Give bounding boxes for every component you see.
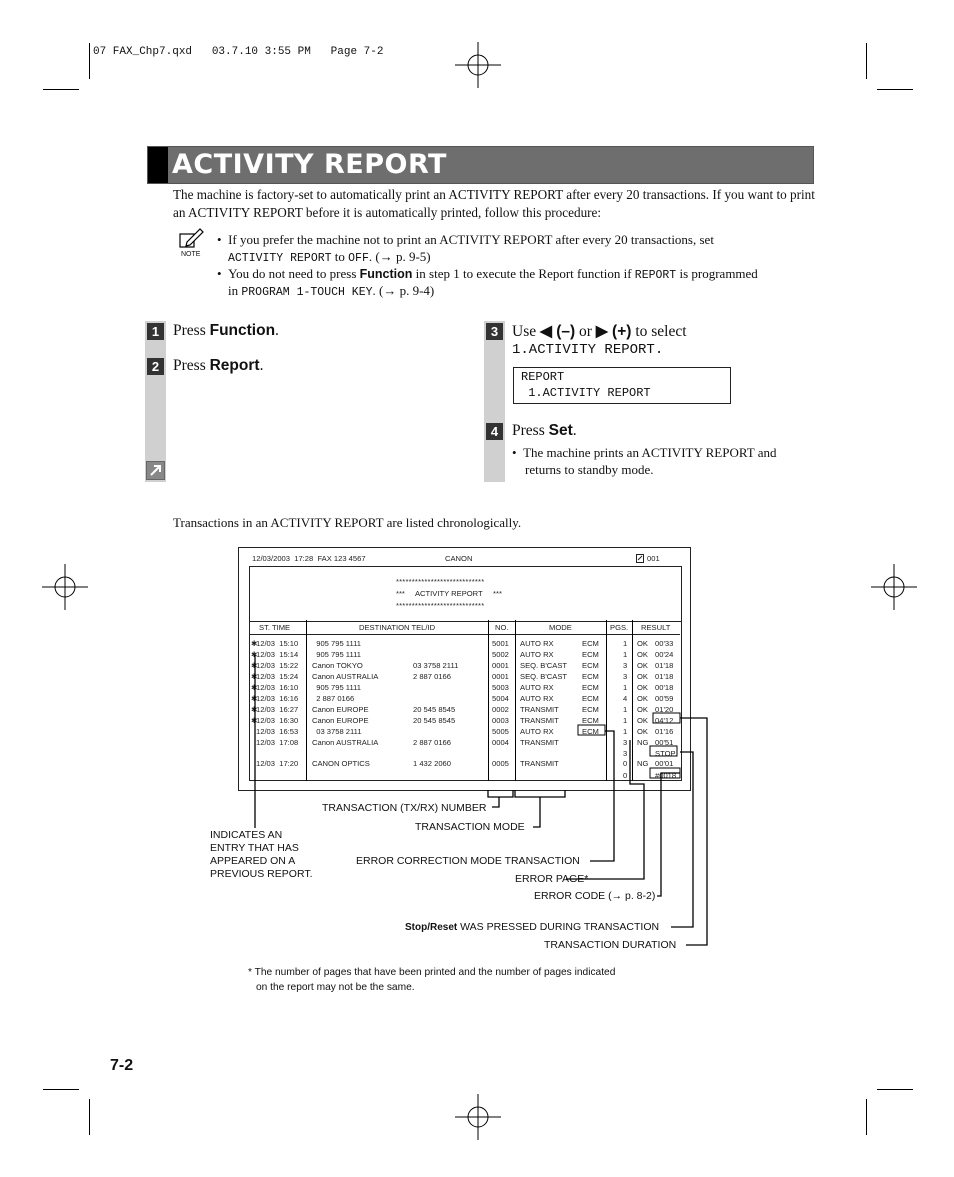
- callout-error-code: ERROR CODE (→ p. 8-2): [534, 890, 656, 902]
- step-3-menu-item: 1.ACTIVITY REPORT.: [512, 342, 664, 358]
- row-mode: TRANSMIT: [520, 738, 559, 747]
- row-ecm: ECM: [582, 694, 599, 703]
- row-mode: AUTO RX: [520, 650, 554, 659]
- row-pages: 1: [623, 727, 628, 736]
- row-number: 5005: [492, 727, 509, 736]
- step-4-bullet: • The machine prints an ACTIVITY REPORT and: [512, 445, 777, 460]
- callout-transaction-mode: TRANSACTION MODE: [415, 821, 525, 833]
- lcd-line-2: 1.ACTIVITY REPORT: [521, 386, 651, 400]
- row-st-time: 12/03 16:10: [256, 683, 299, 692]
- row-duration: 00'01: [655, 759, 674, 768]
- step-1-text: Press Function.: [173, 322, 279, 339]
- row-mode: AUTO RX: [520, 639, 554, 648]
- intro-paragraph: The machine is factory-set to automatically print an ACTIVITY REPORT after every 20 transactions. If you want to print an ACTIVITY REPORT before it is automatically printed, follow this procedure:: [173, 187, 815, 220]
- callout-txrx-number: TRANSACTION (TX/RX) NUMBER: [322, 802, 487, 814]
- row-result: OK: [637, 639, 648, 648]
- row-duration: 00'33: [655, 639, 674, 648]
- row-pages: 4: [623, 694, 628, 703]
- note-bullet-2: • You do not need to press Function in step 1 to execute the Report function if REPORT is programmed: [217, 266, 758, 282]
- row-ecm: ECM: [582, 650, 599, 659]
- row-st-time: 12/03 15:24: [256, 672, 299, 681]
- row-destination: 905 795 1111: [312, 683, 361, 692]
- row-st-time: 12/03 16:16: [256, 694, 299, 703]
- row-pages: 3: [623, 749, 628, 758]
- row-mode: SEQ. B'CAST: [520, 672, 568, 681]
- note-label: NOTE: [181, 251, 201, 258]
- row-ecm: ECM: [582, 705, 599, 714]
- row-previous-mark: ✱: [251, 705, 258, 714]
- report-stars-bottom: ****************************: [396, 601, 485, 610]
- row-destination: 905 795 1111: [312, 650, 361, 659]
- row-previous-mark: ✱: [251, 661, 258, 670]
- row-mode: AUTO RX: [520, 683, 554, 692]
- row-ecm: ECM: [582, 727, 599, 736]
- step-3-text: Use ◀ (–) or ▶ (+) to select: [512, 323, 687, 340]
- row-destination: CANON OPTICS: [312, 759, 370, 768]
- note-bullet-1: • If you prefer the machine not to print an ACTIVITY REPORT after every 20 transactions, set: [217, 232, 714, 247]
- row-number: 5002: [492, 650, 509, 659]
- row-pages: 1: [623, 716, 628, 725]
- row-previous-mark: ✱: [251, 683, 258, 692]
- col-header-destination: DESTINATION TEL/ID: [359, 623, 436, 632]
- row-st-time: 12/03 16:53: [256, 727, 299, 736]
- row-pages: 3: [623, 672, 628, 681]
- row-result: NG: [637, 759, 649, 768]
- row-duration: STOP: [655, 749, 676, 758]
- col-header-mode: MODE: [549, 623, 572, 632]
- row-number: 5003: [492, 683, 509, 692]
- row-tel: 20 545 8545: [413, 705, 456, 714]
- chronological-note: Transactions in an ACTIVITY REPORT are listed chronologically.: [173, 515, 522, 530]
- step-4-number: 4: [486, 423, 503, 440]
- row-pages: 3: [623, 661, 628, 670]
- row-duration: 01'18: [655, 661, 674, 670]
- row-tel: 1 432 2060: [413, 759, 452, 768]
- report-header-right: 001: [647, 554, 660, 563]
- step-2-number: 2: [147, 358, 164, 375]
- row-result: OK: [637, 705, 648, 714]
- row-previous-mark: ✱: [251, 694, 258, 703]
- row-number: 0004: [492, 738, 509, 747]
- row-pages: 1: [623, 650, 628, 659]
- report-title: *** ACTIVITY REPORT ***: [396, 589, 502, 598]
- row-tel: 20 545 8545: [413, 716, 456, 725]
- row-previous-mark: ✱: [251, 639, 258, 648]
- row-previous-mark: ✱: [251, 716, 258, 725]
- row-result: OK: [637, 661, 648, 670]
- row-pages: 1: [623, 683, 628, 692]
- row-duration: 00'24: [655, 650, 674, 659]
- row-mode: TRANSMIT: [520, 705, 559, 714]
- row-destination: 03 3758 2111: [312, 727, 362, 736]
- row-duration: 00'59: [655, 694, 674, 703]
- row-tel: 03 3758 2111: [413, 661, 459, 670]
- col-header-result: RESULT: [641, 623, 671, 632]
- row-st-time: 12/03 16:30: [256, 716, 299, 725]
- row-ecm: ECM: [582, 683, 599, 692]
- row-pages: 1: [623, 639, 628, 648]
- row-result: OK: [637, 683, 648, 692]
- row-mode: AUTO RX: [520, 694, 554, 703]
- row-duration: 01'20: [655, 705, 674, 714]
- report-header-center: CANON: [445, 554, 473, 563]
- row-tel: 2 887 0166: [413, 672, 452, 681]
- report-stars-top: ****************************: [396, 577, 485, 586]
- row-number: 0001: [492, 661, 509, 670]
- report-header-left: 12/03/2003 17:28 FAX 123 4567: [252, 554, 366, 563]
- page-number: 7-2: [110, 1057, 134, 1074]
- row-st-time: 12/03 17:20: [256, 759, 299, 768]
- row-result: NG: [637, 738, 649, 747]
- row-duration: 01'16: [655, 727, 674, 736]
- step-2-text: Press Report.: [173, 357, 264, 374]
- row-st-time: 12/03 16:27: [256, 705, 299, 714]
- row-duration: 00'51: [655, 738, 674, 747]
- row-mode: AUTO RX: [520, 727, 554, 736]
- row-previous-mark: ✱: [251, 650, 258, 659]
- row-mode: TRANSMIT: [520, 716, 559, 725]
- row-st-time: 12/03 15:14: [256, 650, 299, 659]
- callout-ecm-transaction: ERROR CORRECTION MODE TRANSACTION: [356, 855, 580, 867]
- row-ecm: ECM: [582, 716, 599, 725]
- row-pages: 3: [623, 738, 628, 747]
- callout-error-page: ERROR PAGE*: [515, 873, 589, 885]
- row-duration: 00'18: [655, 683, 674, 692]
- row-previous-mark: ✱: [251, 672, 258, 681]
- row-tel: 2 887 0166: [413, 738, 452, 747]
- row-destination: 2 887 0166: [312, 694, 355, 703]
- callout-duration: TRANSACTION DURATION: [544, 939, 677, 951]
- row-ecm: ECM: [582, 639, 599, 648]
- step-1-number: 1: [147, 323, 164, 340]
- row-st-time: 12/03 17:08: [256, 738, 299, 747]
- row-duration: 01'18: [655, 672, 674, 681]
- row-pages: 0: [623, 771, 628, 780]
- row-result: OK: [637, 694, 648, 703]
- row-mode: SEQ. B'CAST: [520, 661, 568, 670]
- note-bullet-2-cont: in PROGRAM 1-TOUCH KEY. (→ p. 9-4): [228, 283, 435, 299]
- row-result: OK: [637, 672, 648, 681]
- row-result: OK: [637, 650, 648, 659]
- row-duration: #0018: [655, 771, 677, 780]
- col-header-no: NO.: [495, 623, 509, 632]
- footnote-line-2: on the report may not be the same.: [256, 982, 415, 993]
- row-duration: 04'12: [655, 716, 674, 725]
- row-destination: 905 795 1111: [312, 639, 361, 648]
- col-header-st-time: ST. TIME: [259, 623, 291, 632]
- row-destination: Canon EUROPE: [312, 716, 369, 725]
- row-result: OK: [637, 727, 648, 736]
- row-destination: Canon EUROPE: [312, 705, 369, 714]
- lcd-line-1: REPORT: [521, 370, 565, 384]
- row-st-time: 12/03 15:10: [256, 639, 299, 648]
- row-number: 5004: [492, 694, 509, 703]
- row-pages: 1: [623, 705, 628, 714]
- step-4-text: Press Set.: [512, 422, 577, 439]
- row-ecm: ECM: [582, 661, 599, 670]
- col-header-pgs: PGS.: [610, 623, 629, 632]
- row-destination: Canon TOKYO: [312, 661, 363, 670]
- row-number: 5001: [492, 639, 509, 648]
- footnote-line-1: * The number of pages that have been printed and the number of pages indicated: [248, 967, 616, 978]
- step-3-number: 3: [486, 323, 503, 340]
- row-mode: TRANSMIT: [520, 759, 559, 768]
- row-destination: Canon AUSTRALIA: [312, 738, 379, 747]
- callout-stop-reset: Stop/Reset WAS PRESSED DURING TRANSACTION: [405, 921, 660, 933]
- page-title: ACTIVITY REPORT: [172, 149, 447, 180]
- row-result: OK: [637, 716, 648, 725]
- row-destination: Canon AUSTRALIA: [312, 672, 379, 681]
- row-number: 0005: [492, 759, 509, 768]
- row-number: 0001: [492, 672, 509, 681]
- crop-header: 07 FAX_Chp7.qxd 03.7.10 3:55 PM Page 7-2: [93, 46, 384, 58]
- step-4-bullet-cont: returns to standby mode.: [525, 462, 654, 477]
- note-bullet-1-cont: ACTIVITY REPORT to OFF. (→ p. 9-5): [228, 249, 431, 265]
- row-ecm: ECM: [582, 672, 599, 681]
- row-number: 0002: [492, 705, 509, 714]
- row-st-time: 12/03 15:22: [256, 661, 299, 670]
- row-pages: 0: [623, 759, 628, 768]
- row-number: 0003: [492, 716, 509, 725]
- callout-previous-report: INDICATES AN ENTRY THAT HAS APPEARED ON A PREVIOUS REPORT.: [210, 829, 313, 880]
